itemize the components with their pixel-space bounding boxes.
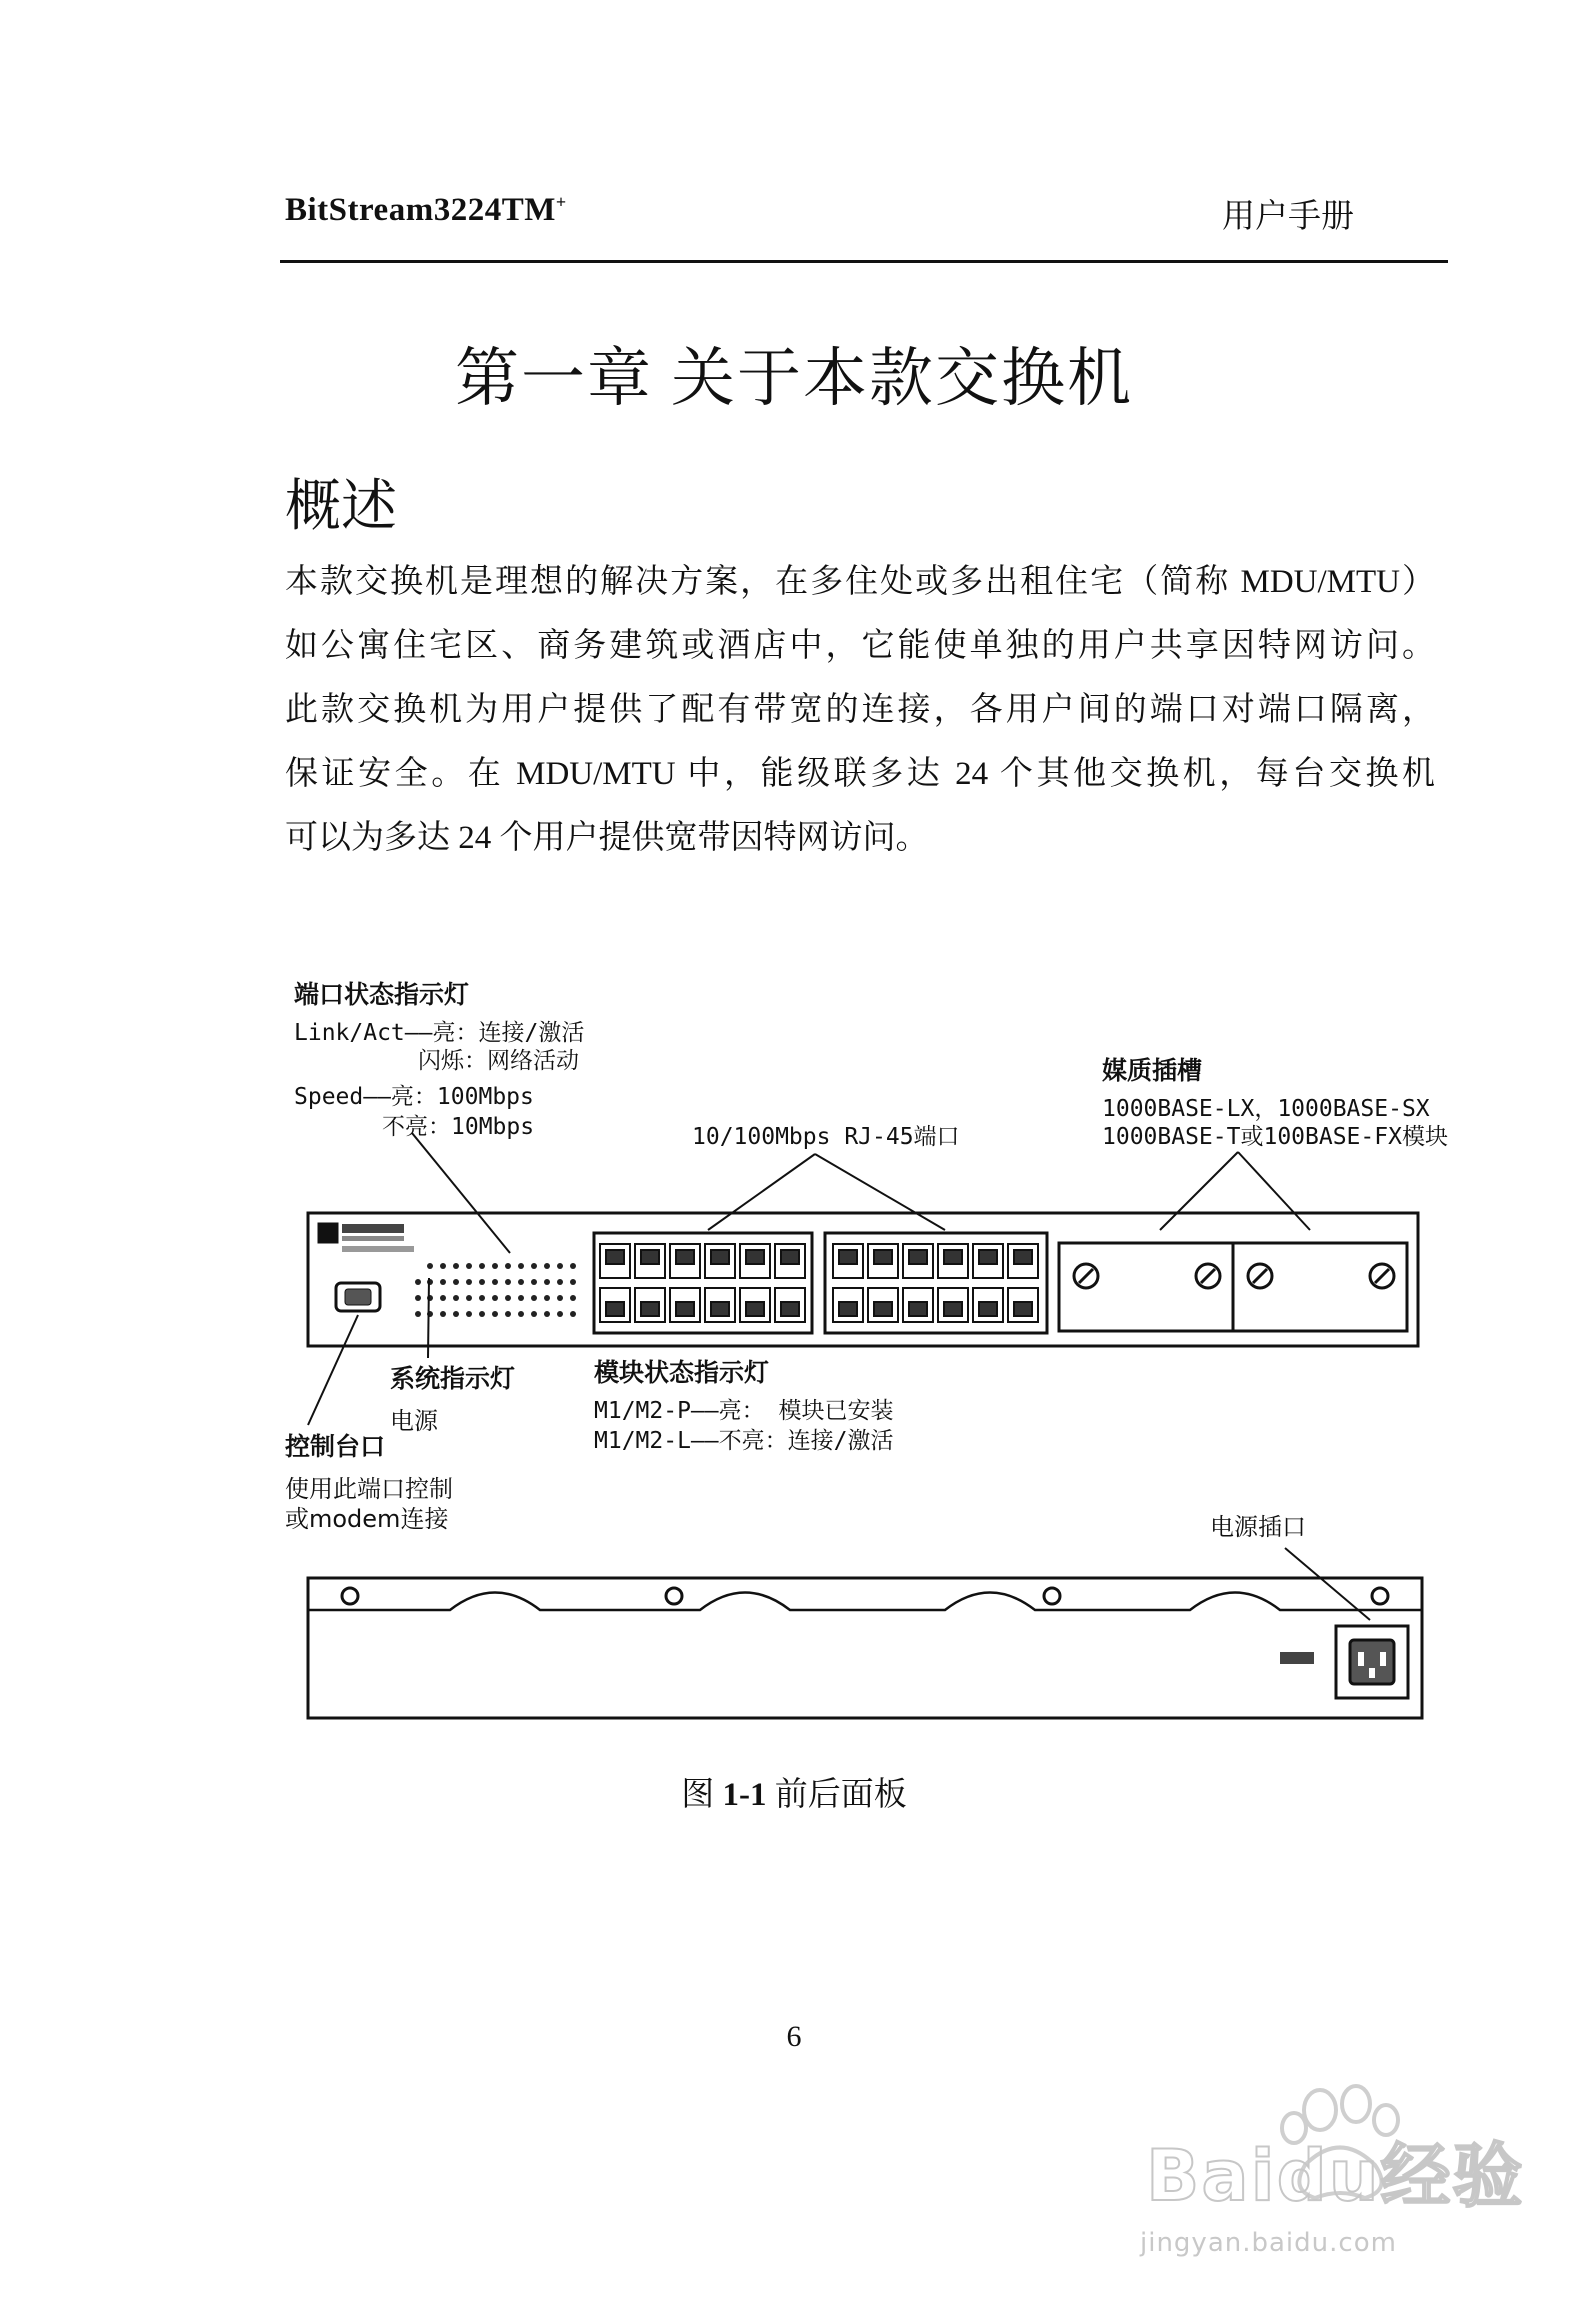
console-port-title: 控制台口 [285,1432,386,1461]
paragraph-line: 可以为多达 24 个用户提供宽带因特网访问。 [285,820,929,856]
header-doc-type: 用户手册 [1222,199,1354,235]
section-title: 概述 [285,476,397,538]
header-product-name: BitStream3224TM+ [285,192,567,228]
figure-caption: 图 1-1 前后面板 [681,1777,907,1813]
console-port-icon [336,1283,380,1311]
port-led-line4: 不亮：10Mbps [382,1114,535,1140]
watermark-url: jingyan.baidu.com [1140,2228,1397,2258]
caption-number: 1-1 [722,1777,767,1813]
paragraph-line: 如公寓住宅区、商务建筑或酒店中，它能使单独的用户共享因特网访问。 [285,628,1435,664]
header-product-sup: + [555,192,567,212]
paragraph-line: 本款交换机是理想的解决方案，在多住处或多出租住宅（简称 MDU/MTU） [285,564,1435,600]
media-slot-right [1233,1243,1407,1331]
port-led-line3: Speed——亮：100Mbps [294,1084,534,1110]
paragraph-line: 此款交换机为用户提供了配有带宽的连接，各用户间的端口对端口隔离， [285,692,1435,728]
media-slot-line1: 1000BASE-LX，1000BASE-SX [1102,1096,1430,1122]
module-led-line1: M1/M2-P——亮： 模块已安装 [594,1398,894,1424]
led-matrix-icon [415,1263,576,1317]
rj45-ports-label: 10/100Mbps RJ-45端口 [692,1124,960,1150]
page-number: 6 [786,2020,802,2053]
media-slot-title: 媒质插槽 [1102,1056,1203,1085]
watermark-logo-text: Baidu经验 [1146,2135,1525,2217]
chapter-title: 第一章 关于本款交换机 [455,343,1133,414]
paragraph-line: 保证安全。在 MDU/MTU 中，能级联多达 24 个其他交换机，每台交换机 [285,756,1435,792]
back-panel-outline [308,1578,1422,1718]
system-led-title: 系统指示灯 [390,1364,516,1393]
console-port-line2: 或modem连接 [285,1505,449,1533]
rj45-port-group-left [594,1233,812,1333]
system-led-line1: 电源 [390,1407,438,1435]
port-led-line2: 闪烁：网络活动 [418,1048,579,1074]
module-led-line2: M1/M2-L——不亮：连接/激活 [594,1428,894,1454]
module-led-title: 模块状态指示灯 [594,1358,770,1387]
brand-logo-icon [318,1223,338,1243]
console-port-line1: 使用此端口控制 [285,1475,453,1503]
port-led-title: 端口状态指示灯 [294,980,470,1009]
port-led-line1: Link/Act——亮：连接/激活 [294,1020,585,1046]
media-slot-left [1059,1243,1233,1331]
power-socket-icon [1280,1626,1408,1698]
rj45-port-group-right [825,1233,1047,1333]
media-slot-line2: 1000BASE-T或100BASE-FX模块 [1102,1124,1448,1150]
power-socket-label: 电源插口 [1210,1513,1306,1541]
